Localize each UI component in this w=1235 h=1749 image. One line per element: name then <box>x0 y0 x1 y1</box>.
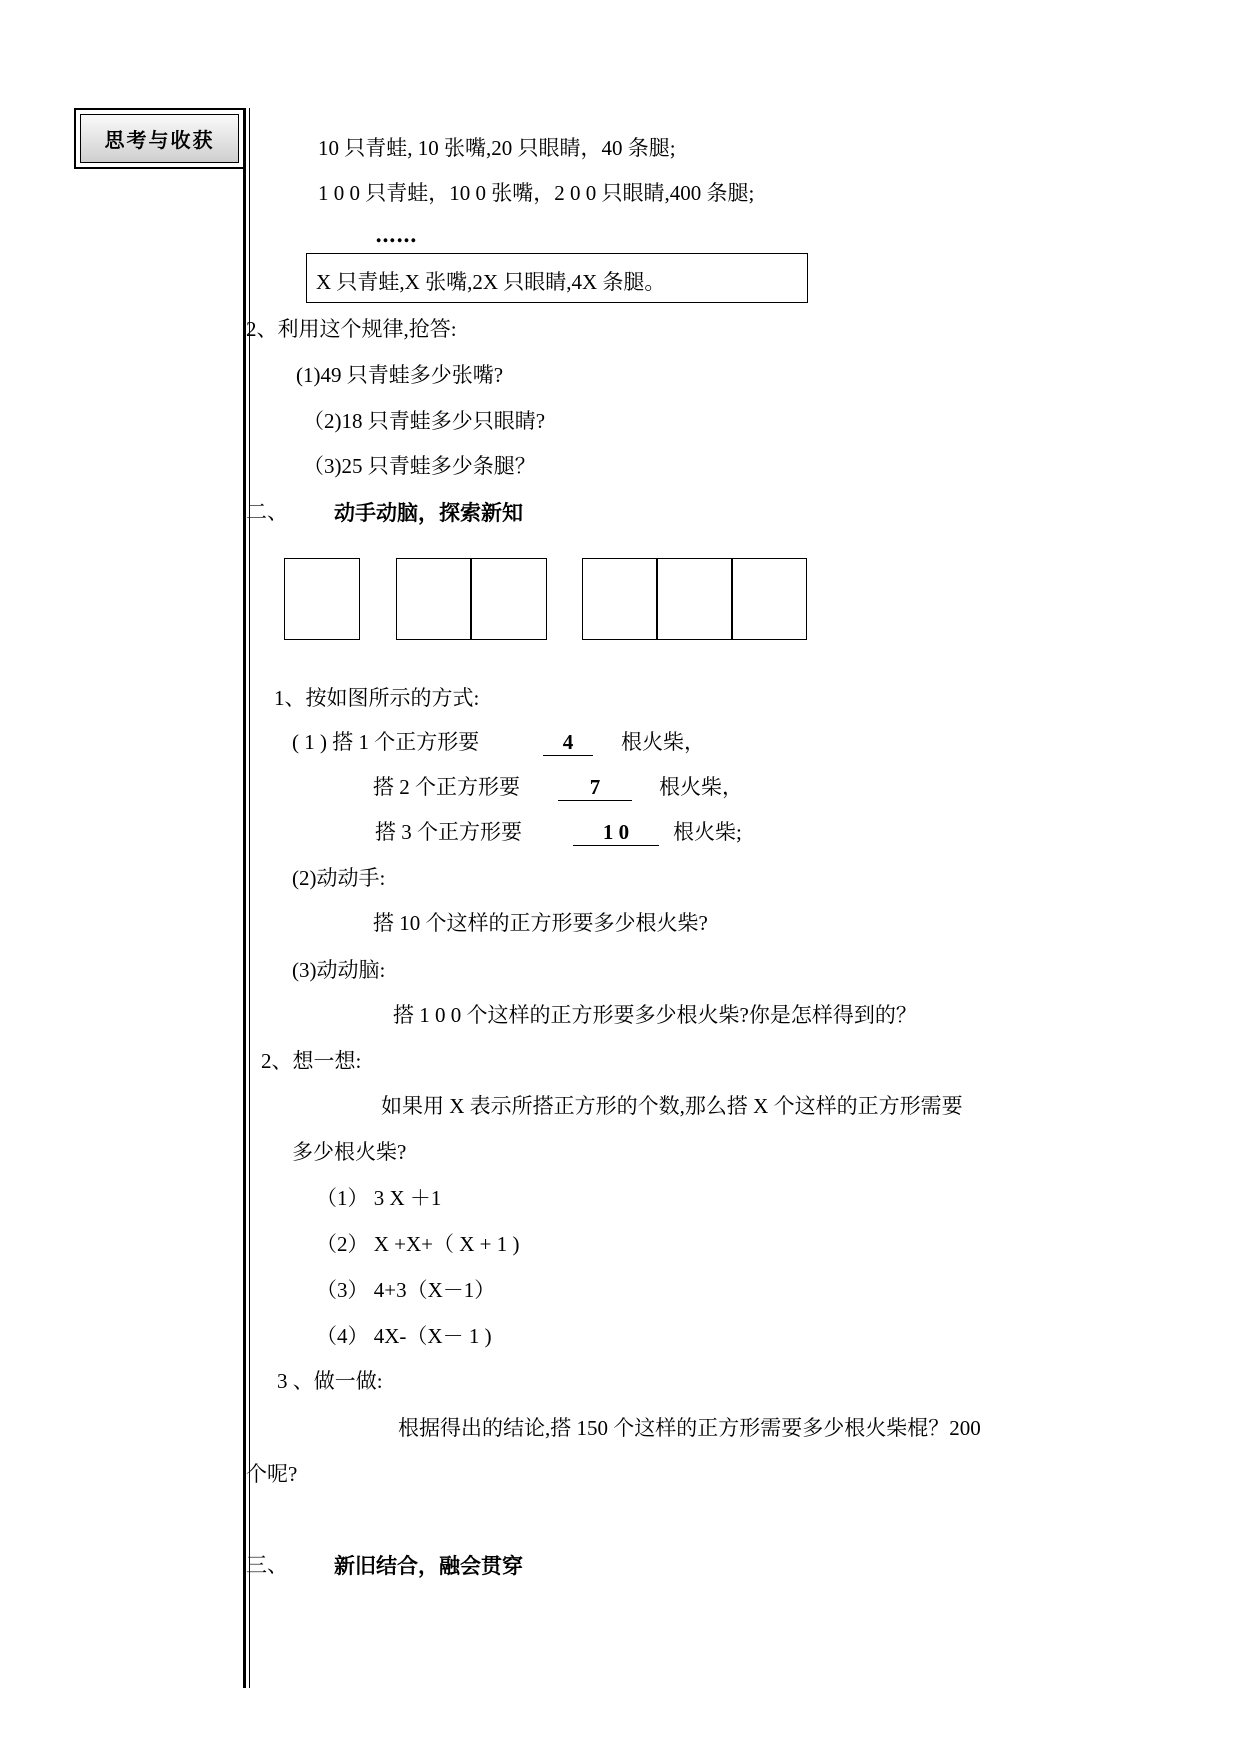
squares-2-divider <box>470 558 472 640</box>
task2-question-line2: 多少根火柴? <box>292 1140 407 1164</box>
squares-3-divider-1 <box>656 558 658 640</box>
section-3-number: 三、 <box>246 1553 288 1577</box>
task1-row2-prefix: 搭 2 个正方形要 <box>373 775 520 799</box>
quick-q2: （2)18 只青蛙多少只眼睛? <box>303 409 546 433</box>
task1-title: 1、按如图所示的方式: <box>274 686 480 710</box>
margin-rule <box>243 108 246 1688</box>
section-3-title: 新旧结合，融会贯穿 <box>334 1553 523 1578</box>
margin-label-box <box>74 108 245 169</box>
squares-2 <box>396 558 547 640</box>
task1-row2-answer: 7 <box>558 777 632 801</box>
task1-hands-title: (2)动动手: <box>292 866 386 890</box>
quick-q3: （3)25 只青蛙多少条腿？ <box>303 454 536 478</box>
frogs-line-1: 10 只青蛙, 10 张嘴,20 只眼睛，40 条腿; <box>318 136 676 160</box>
task1-hands-question: 搭 10 个这样的正方形要多少根火柴? <box>373 911 708 935</box>
task2-title: 2、想一想: <box>261 1049 362 1073</box>
squares-3 <box>582 558 807 640</box>
task1-row1-answer: 4 <box>543 732 593 756</box>
task1-row1-prefix: ( 1 ) 搭 1 个正方形要 <box>292 730 480 754</box>
task2-option-4: （4） 4X-（X－ 1 ) <box>316 1324 492 1348</box>
task2-question-line1: 如果用 X 表示所搭正方形的个数,那么搭 X 个这样的正方形需要 <box>381 1094 963 1118</box>
section-2-title: 动手动脑，探索新知 <box>334 500 523 525</box>
margin-label: 思考与收获 <box>80 114 239 163</box>
margin-rule-thin <box>249 108 250 1688</box>
frogs-ellipsis: …… <box>375 222 417 247</box>
squares-3-divider-2 <box>731 558 733 640</box>
quick-q1: (1)49 只青蛙多少张嘴? <box>296 363 504 387</box>
task2-option-2: （2） X +X+（ X + 1 ) <box>316 1232 520 1256</box>
task1-brain-title: (3)动动脑: <box>292 958 386 982</box>
task2-option-3: （3） 4+3（X－1） <box>316 1278 496 1302</box>
frogs-formula: X 只青蛙,X 张嘴,2X 只眼睛,4X 条腿。 <box>316 270 666 294</box>
task3-question-line2: 个呢? <box>246 1462 298 1486</box>
task3-question-line1: 根据得出的结论,搭 150 个这样的正方形需要多少根火柴棍？200 <box>398 1416 981 1440</box>
task1-row3-suffix: 根火柴; <box>673 820 742 844</box>
task1-row3-answer: 1 0 <box>573 822 659 846</box>
task2-option-1: （1） 3 X ＋1 <box>316 1186 442 1210</box>
quick-title: 2、利用这个规律,抢答: <box>246 317 457 341</box>
task1-row2-suffix: 根火柴， <box>659 775 743 799</box>
frogs-line-2: 1 0 0 只青蛙，10 0 张嘴，2 0 0 只眼睛,400 条腿; <box>318 181 755 205</box>
task1-row3-prefix: 搭 3 个正方形要 <box>375 820 522 844</box>
square-1 <box>284 558 360 640</box>
task1-brain-question: 搭 1 0 0 个这样的正方形要多少根火柴?你是怎样得到的？ <box>393 1003 917 1027</box>
task3-title: 3 、做一做: <box>277 1369 383 1393</box>
task1-row1-suffix: 根火柴， <box>621 730 705 754</box>
section-2-number: 二、 <box>246 500 288 524</box>
